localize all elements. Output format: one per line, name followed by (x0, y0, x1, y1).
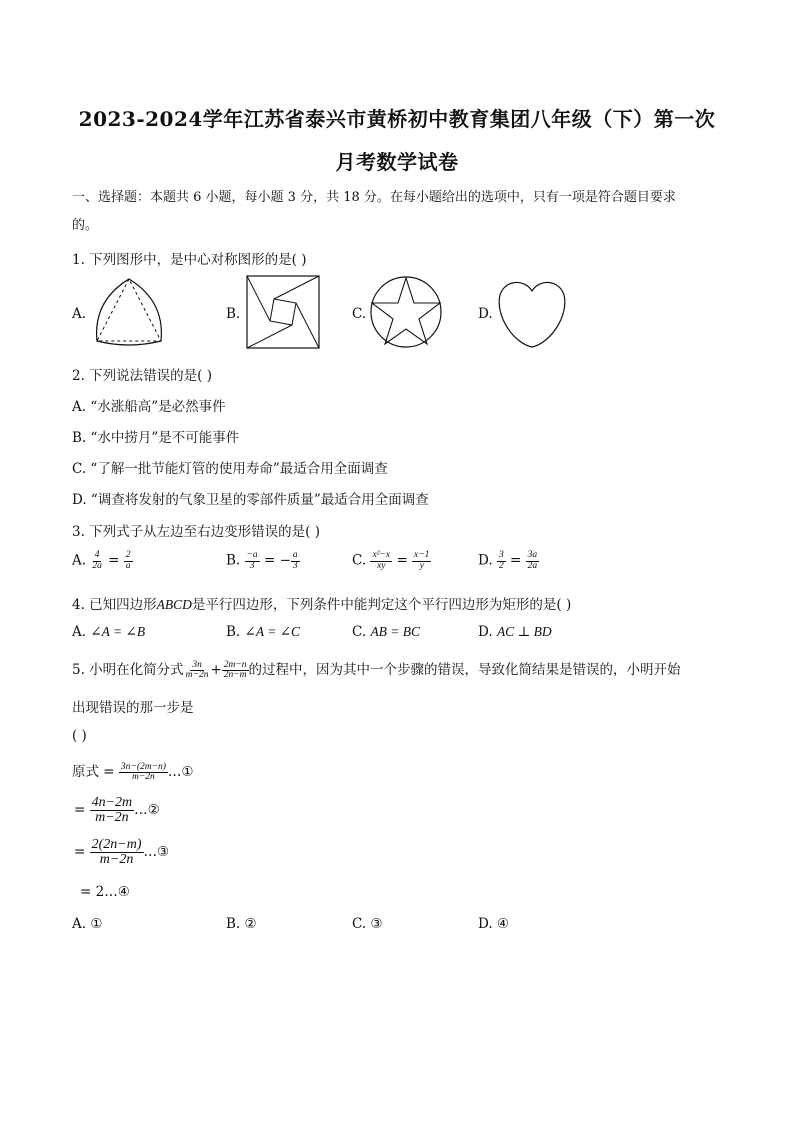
exam-title-line2: 月考数学试卷 (335, 150, 459, 174)
q5-step1-fraction (119, 763, 168, 783)
q5-step1-tag: …① (167, 764, 194, 780)
fraction-denominator: a (125, 560, 131, 571)
q5-stem-line2: 出现错误的那一步是 (72, 700, 194, 716)
fraction-numerator: 3 (498, 550, 504, 560)
q3-d-right-fraction (526, 551, 540, 571)
q4-stem-math: ABCD (156, 597, 192, 612)
q4-option-d (478, 624, 552, 640)
square-pinwheel-icon (246, 275, 320, 349)
fraction-numerator: −a (246, 550, 258, 560)
q3-b-right-fraction (291, 551, 300, 571)
fraction-denominator: m−2n (95, 810, 129, 825)
q5-stem-suffix: 的过程中，因为其中一个步骤的错误，导致化简结果是错误的，小明开始 (248, 662, 681, 678)
reuleaux-triangle-icon (89, 275, 169, 347)
fraction-denominator: 3 (249, 560, 255, 571)
q2-option-b: B. “水中捞月”是不可能事件 (72, 430, 240, 446)
q4-option-c-label: C. (352, 624, 367, 640)
q4-option-c-expr: AB = BC (370, 624, 421, 639)
q4-option-b-expr: ∠A = ∠C (244, 624, 301, 639)
q5-step-1 (72, 760, 194, 783)
fraction-numerator: x−1 (414, 550, 430, 560)
q4-stem-prefix: 4. 已知四边形 (72, 597, 157, 613)
fraction-numerator: 4n−2m (91, 795, 133, 810)
fraction-denominator: m−2n (132, 772, 155, 782)
q3-c-right-fraction (412, 551, 431, 571)
fraction-numerator: 3a (527, 550, 538, 560)
fraction-numerator: 2m−n (223, 659, 247, 670)
q1-option-d-label: D. (478, 306, 493, 322)
equals-sign: = (108, 552, 120, 569)
q2-option-c: C. “了解一批节能灯管的使用寿命”最适合用全面调查 (72, 461, 388, 477)
q3-option-b (226, 551, 300, 571)
q5-step3-fraction (90, 838, 144, 867)
q5-step1-prefix: 原式 = (72, 764, 115, 780)
q1-option-a-label: A. (72, 306, 87, 322)
q4-stem-suffix: 是平行四边形，下列条件中能判定这个平行四边形为矩形的是( ) (191, 597, 572, 613)
q1-option-b-label: B. (226, 306, 241, 322)
fraction-denominator: m−2n (99, 852, 134, 867)
q4-option-b-label: B. (226, 624, 241, 640)
q5-step2-fraction (90, 796, 135, 825)
q4-option-a (72, 624, 145, 640)
q3-option-c-label: C. (352, 552, 367, 569)
fraction-numerator: 4 (94, 550, 100, 560)
q3-option-a-label: A. (72, 552, 87, 569)
q3-option-d (478, 551, 539, 571)
fraction-numerator: a (292, 550, 298, 560)
fraction-denominator: m−2n (185, 670, 209, 680)
section-header-line1: 一、选择题：本题共 6 小题，每小题 3 分，共 18 分。在每小题给出的选项中，只有一项是符合题目要求 (72, 190, 676, 205)
q5-option-d: D. ④ (478, 916, 510, 932)
q5-step2-tag: …② (134, 802, 160, 818)
question-1-stem: 1. 下列图形中，是中心对称图形的是( ) (72, 252, 307, 268)
q5-step-2 (74, 796, 160, 825)
q5-step-3 (74, 838, 169, 867)
fraction-denominator: 2 (498, 560, 504, 571)
q5-option-c: C. ③ (352, 916, 383, 932)
q5-fraction-1 (184, 661, 211, 681)
q3-option-d-label: D. (478, 552, 493, 569)
q3-option-a (72, 551, 133, 571)
q5-option-a: A. ① (72, 916, 103, 932)
equals-sign: = (263, 552, 276, 569)
fraction-numerator: 2 (125, 550, 131, 560)
heart-shape-icon (495, 277, 569, 349)
fraction-numerator: 3n−(2m−n) (120, 761, 166, 772)
equals-sign: = (74, 844, 86, 860)
q3-option-c (352, 551, 431, 571)
plus-sign: + (210, 662, 222, 678)
q5-step-4: = 2…④ (80, 884, 130, 900)
question-5-stem (72, 658, 681, 681)
q5-option-b: B. ② (226, 916, 257, 932)
exam-title-line1: 2023-2024学年江苏省泰兴市黄桥初中教育集团八年级（下）第一次 (78, 107, 716, 131)
question-2-stem: 2. 下列说法错误的是( ) (72, 368, 212, 384)
q3-a-right-fraction (124, 551, 133, 571)
q1-option-c-label: C. (352, 306, 367, 322)
q3-c-left-fraction (370, 551, 392, 571)
q4-option-c (352, 624, 420, 640)
q3-a-left-fraction (90, 551, 104, 571)
q2-option-d: D. “调查将发射的气象卫星的零部件质量”最适合用全面调查 (72, 492, 429, 508)
fraction-denominator: y (419, 560, 424, 571)
q3-option-b-label: B. (226, 552, 241, 569)
fraction-denominator: 3 (292, 560, 298, 571)
q5-answer-parens: ( ) (72, 728, 87, 744)
q4-option-d-label: D. (478, 624, 493, 640)
q5-step3-tag: …③ (143, 844, 170, 860)
q5-fraction-2 (222, 661, 249, 681)
equals-sign: = (74, 802, 86, 818)
q2-option-a: A. “水涨船高”是必然事件 (72, 399, 226, 415)
fraction-numerator: 2(2n−m) (91, 837, 142, 852)
q4-option-d-expr: AC ⊥ BD (496, 624, 552, 639)
q4-option-a-expr: ∠A = ∠B (90, 624, 146, 639)
star-in-circle-icon (369, 275, 443, 349)
fraction-denominator: 2n−m (223, 670, 247, 680)
q3-b-left-fraction (245, 551, 260, 571)
equals-sign: = (509, 552, 522, 569)
question-3-stem: 3. 下列式子从左边至右边变形错误的是( ) (72, 524, 320, 540)
q4-option-a-label: A. (72, 624, 87, 640)
q3-d-left-fraction (497, 551, 506, 571)
q4-option-b (226, 624, 300, 640)
fraction-denominator: 2a (92, 560, 102, 571)
equals-sign: = (396, 552, 408, 569)
question-4-stem (72, 593, 571, 613)
fraction-denominator: 2a (527, 560, 538, 571)
q3-b-right-sign: − (279, 552, 291, 569)
fraction-denominator: xy (377, 560, 386, 571)
fraction-numerator: x²−x (372, 550, 391, 560)
section-header-line2: 的。 (72, 218, 99, 233)
q5-stem-prefix: 5. 小明在化简分式 (72, 662, 184, 678)
fraction-numerator: 3n (192, 659, 202, 670)
